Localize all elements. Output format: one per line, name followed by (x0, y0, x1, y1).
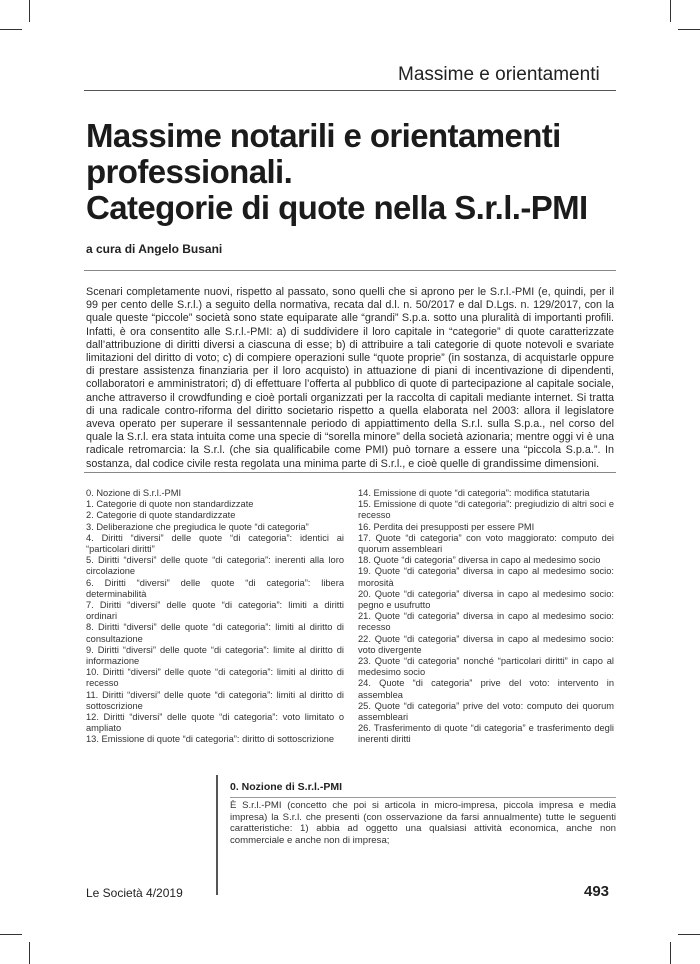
toc-item[interactable]: 13. Emissione di quote “di categoria”: diritto di sottoscrizione (86, 734, 335, 745)
section-heading-divider (230, 797, 616, 798)
title-line: Categorie di quote nella S.r.l.-PMI (86, 189, 588, 226)
toc-item[interactable]: 6. Diritti “diversi” delle quote “di categoria”: libera determinabilità (86, 577, 344, 599)
article-title (86, 118, 626, 226)
crop-mark-top-left-v (29, 0, 30, 22)
toc-item[interactable]: 0. Nozione di S.r.l.-PMI (86, 488, 182, 498)
toc-item[interactable]: 2. Categorie di quote standardizzate (86, 510, 236, 521)
title-line: professionali. (86, 153, 293, 190)
page-number: 493 (584, 883, 610, 900)
toc-item[interactable]: 3. Deliberazione che pregiudica le quote “di categoria” (86, 521, 309, 532)
crop-mark-bottom-left-v (29, 942, 30, 964)
section-heading: 0. Nozione di S.r.l.-PMI (230, 781, 343, 793)
toc-item[interactable]: 5. Diritti “diversi” delle quote “di categoria”: inerenti alla loro circolazione (86, 555, 344, 577)
toc-item[interactable]: 1. Categorie di quote non standardizzate (86, 499, 254, 510)
toc-item[interactable]: 11. Diritti “diversi” delle quote “di categoria”: limiti al diritto di sottoscrizione (86, 689, 344, 711)
abstract-top-divider (84, 270, 616, 271)
toc-item[interactable]: 26. Trasferimento di quote “di categoria” e trasferimento degli inerenti diritti (358, 723, 614, 745)
toc-item[interactable]: 20. Quote “di categoria” diversa in capo al medesimo socio: pegno e usufrutto (358, 588, 614, 611)
toc-item[interactable]: 21. Quote “di categoria” diversa in capo al medesimo socio: recesso (358, 611, 614, 633)
toc-item[interactable]: 8. Diritti “diversi” delle quote “di categoria”: limiti al diritto di consultazione (86, 622, 344, 644)
toc-left-column (86, 488, 344, 746)
toc-item[interactable]: 15. Emissione di quote “di categoria”: pregiudizio di altri soci e recesso (358, 499, 614, 521)
toc-item[interactable]: 22. Quote “di categoria” diversa in capo al medesimo socio: voto divergente (358, 633, 614, 655)
toc-item[interactable]: 19. Quote “di categoria” diversa in capo al medesimo socio: morosità (358, 566, 614, 588)
toc-item[interactable]: 24. Quote “di categoria” prive del voto: intervento in assemblea (358, 678, 614, 700)
crop-mark-bottom-right-v (670, 942, 671, 964)
toc-item[interactable]: 12. Diritti “diversi” delle quote “di categoria”: voto limitato o ampliato (86, 712, 344, 734)
crop-mark-top-left-h (0, 29, 22, 30)
toc-item[interactable]: 10. Diritti “diversi” delle quote “di categoria”: limiti al diritto di recesso (86, 667, 344, 689)
running-header: Massime e orientamenti (398, 64, 600, 85)
author-line: a cura di Angelo Busani (86, 242, 223, 256)
toc-item[interactable]: 23. Quote “di categoria” nonché “particolari diritti” in capo al medesimo socio (358, 656, 614, 678)
abstract-bottom-divider (84, 472, 616, 473)
toc-item[interactable]: 7. Diritti “diversi” delle quote “di categoria”: limiti a diritti ordinari (86, 600, 344, 622)
title-line: Massime notarili e orientamenti (86, 117, 561, 154)
journal-issue: Le Società 4/2019 (86, 886, 183, 900)
section-body: È S.r.l.-PMI (concetto che poi si articola in micro-impresa, piccola impresa e media impresa) la S.r.l. che presenti (con osservazione da farsi annualmente) tutte le seguenti caratteristiche: 1) abbia ad oggetto una qualsiasi attività economica, anche non commerciale e anche non di impresa; (230, 800, 616, 846)
crop-mark-bottom-left-h (0, 934, 22, 935)
section-side-bar (216, 775, 218, 895)
toc-item[interactable]: 14. Emissione di quote “di categoria”: modifica statutaria (358, 488, 590, 498)
crop-mark-top-right-h (678, 29, 700, 30)
toc-item[interactable]: 17. Quote “di categoria” con voto maggiorato: computo dei quorum assembleari (358, 532, 614, 555)
toc-item[interactable]: 4. Diritti “diversi” delle quote “di categoria”: identici ai “particolari diritti” (86, 532, 344, 555)
toc-item[interactable]: 16. Perdita dei presupposti per essere PMI (358, 521, 535, 532)
toc-right-column (358, 488, 614, 746)
toc-item[interactable]: 18. Quote “di categoria” diversa in capo al medesimo socio (358, 555, 601, 566)
header-divider (84, 90, 616, 91)
abstract-paragraph: Scenari completamente nuovi, rispetto al passato, sono quelli che si aprono per le S.r.l.-PMI (e, quindi, per il 99 per cento delle S.r.l.) a seguito della normativa, recata dal d.l. n. 50/2017 e dal D.Lgs. n. 129/2017, con la quale queste “piccole” società sono state equiparate alle “grandi” S.p.a. sotto una pluralità di importanti profili. Infatti, è ora consentito alle S.r.l.-PMI: a) di suddividere il loro capitale in “categorie” di quote caratterizzate dall’attribuzione di diritti diversi a ciascuna di esse; b) di attribuire a tali categorie di quote notevoli e svariate limitazioni del diritto di voto; c) di compiere operazioni sulle “quote proprie” (in sostanza, di acquistarle oppure di prestare assistenza finanziaria per il loro acquisto) in attuazione di piani di incentivazione di dipendenti, collaboratori e amministratori; d) di effettuare l’offerta al pubblico di quote di partecipazione al capitale sociale, anche attraverso il crowdfunding e cioè portali organizzati per la raccolta di capitali mediante internet. Si tratta di una radicale contro-riforma del diritto societario rispetto a quella elaborata nel 2003: allora il legislatore aveva operato per superare il sessantennale periodo di appiattimento della S.r.l. sulla S.p.a., nel corso del quale la S.r.l. era stata intuita come una specie di “sorella minore” della società azionaria; mentre oggi vi è una radicale retromarcia: la S.r.l. (che sia qualificabile come PMI) può tornare a essere una “piccola S.p.a.”. In sostanza, dal codice civile resta regolata una minima parte di S.r.l., e cioè quelle di grandissime dimensioni. (86, 286, 614, 470)
crop-mark-top-right-v (670, 0, 671, 22)
toc-item[interactable]: 9. Diritti “diversi” delle quote “di categoria”: limite al diritto di informazione (86, 644, 344, 667)
crop-mark-bottom-right-h (678, 934, 700, 935)
toc-item[interactable]: 25. Quote “di categoria” prive del voto: computo dei quorum assembleari (358, 700, 614, 723)
